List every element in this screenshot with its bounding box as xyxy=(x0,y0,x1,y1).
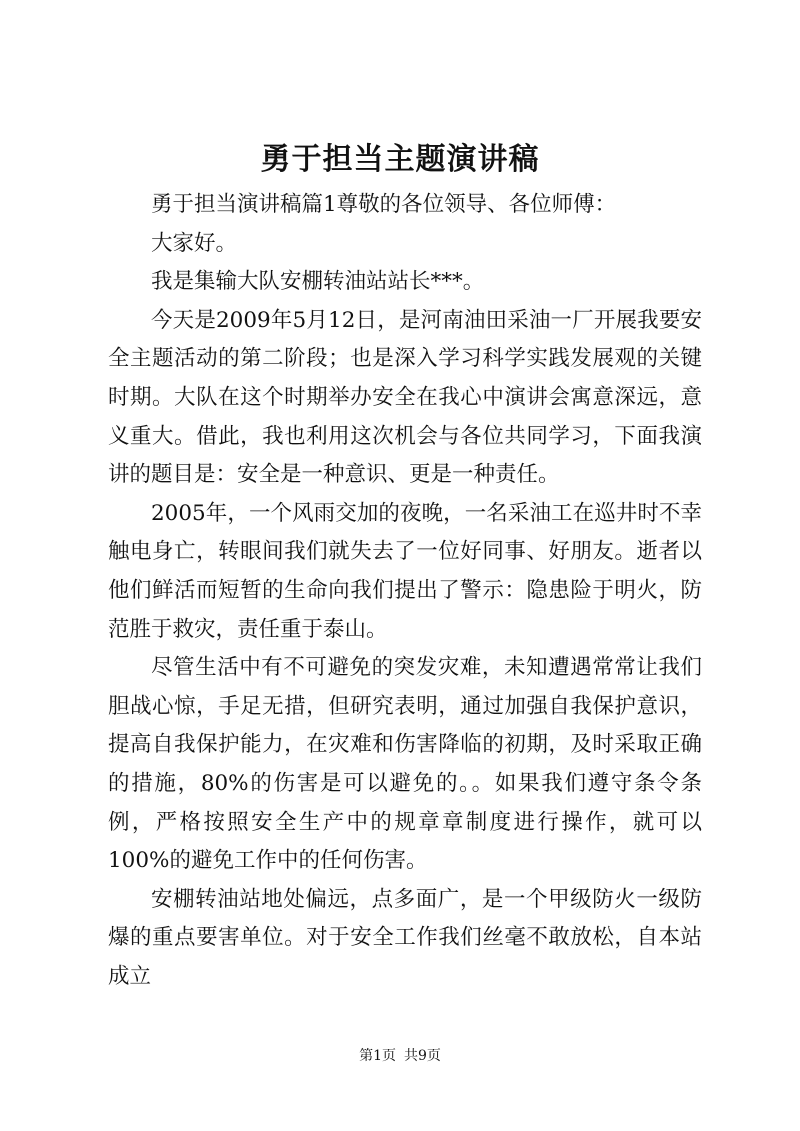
page-total: 共9页 xyxy=(404,1048,441,1064)
document-body xyxy=(108,186,702,996)
paragraph: 我是集输大队安棚转油站站长***。 xyxy=(151,269,485,295)
page-number: 第1页 xyxy=(359,1048,396,1064)
paragraph: 大家好。 xyxy=(151,230,238,256)
paragraph: 尽管生活中有不可避免的突发灾难，未知遭遇常常让我们胆战心惊，手足无措，但研究表明，通过加强自我保护意识，提高自我保护能力，在灾难和伤害降临的初期，及时采取正确的措施，80%的伤害是可以避免的。。如果我们遵守条令条例，严格按照安全生产中的规章章制度进行操作，就可以100%的避免工作中的任何伤害。 xyxy=(108,655,702,874)
page-footer xyxy=(0,1046,800,1066)
paragraph: 安棚转油站地处偏远，点多面广，是一个甲级防火一级防爆的重点要害单位。对于安全工作我们丝毫不敢放松，自本站成立 xyxy=(108,886,702,989)
document-title: 勇于担当主题演讲稿 xyxy=(260,142,540,177)
paragraph: 勇于担当演讲稿篇1尊敬的各位领导、各位师傅： xyxy=(151,192,617,217)
paragraph: 今天是2009年5月12日，是河南油田采油一厂开展我要安全主题活动的第二阶段；也是深入学习科学实践发展观的关键时期。大队在这个时期举办安全在我心中演讲会寓意深远，意义重大。借此，我也利用这次机会与各位共同学习，下面我演讲的题目是：安全是一种意识、更是一种责任。 xyxy=(108,307,702,488)
paragraph: 2005年，一个风雨交加的夜晚，一名采油工在巡井时不幸触电身亡，转眼间我们就失去了一位好同事、好朋友。逝者以他们鲜活而短暂的生命向我们提出了警示：隐患险于明火，防范胜于救灾，责任重于泰山。 xyxy=(108,500,702,642)
